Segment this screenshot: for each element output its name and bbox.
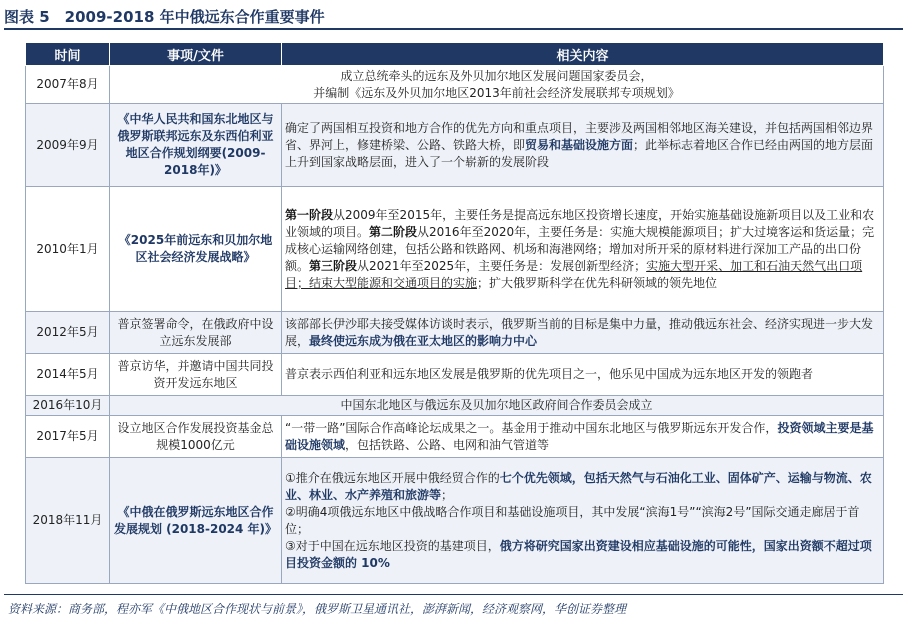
row-content xyxy=(110,66,884,104)
table-row xyxy=(26,187,884,312)
row-content: 普京表示西伯利亚和远东地区发展是俄罗斯的优先项目之一，他乐见中国成为远东地区开发的领跑者 xyxy=(282,354,884,396)
row-item: 普京访华，并邀请中国共同投资开发远东地区 xyxy=(110,354,282,396)
table-row xyxy=(26,396,884,416)
content-text: 确定了两国相互投资和地方合作的优先方向和重点项目，主要涉及两国相邻地区海关建设，并包括两国相邻边界省、界河上，修建桥梁、公路、铁路大桥，即 xyxy=(285,120,874,152)
row-item: 《2025年前远东和贝加尔地区社会经济发展战略》 xyxy=(110,187,282,312)
row-item: 普京签署命令，在俄政府中设立远东发展部 xyxy=(110,312,282,354)
row-item: 《中俄在俄罗斯远东地区合作发展规划 (2018-2024 年)》 xyxy=(110,458,282,584)
content-text: 从2009年至2015年，主要任务是提高远东地区投资增长速度，开始实施基础设施新项目以及工业和农业领域的项目。 xyxy=(285,207,875,239)
content-underlined: 实施大型开采、加工和石油天然气出口项目；结束大型能源和交通项目的实施 xyxy=(285,258,863,290)
row-content xyxy=(282,187,884,312)
header-time: 时间 xyxy=(26,43,110,66)
row-content xyxy=(282,104,884,187)
title-divider xyxy=(4,28,903,30)
stage-label: 第一阶段 xyxy=(285,207,334,222)
row-content xyxy=(282,416,884,458)
figure-title: 图表 5 2009-2018 年中俄远东合作重要事件 xyxy=(4,8,325,26)
content-line: 并编制《远东及外贝加尔地区2013年前社会经济发展联邦专项规划》 xyxy=(313,85,680,100)
content-highlight: 贸易和基础设施方面 xyxy=(525,137,634,152)
content-text: ②明确4项俄远东地区中俄战略合作项目和基础设施项目，其中发展“滨海1号”“滨海2号”国际交通走廊居于首位； xyxy=(285,504,860,536)
row-time: 2016年10月 xyxy=(26,396,110,416)
table-row xyxy=(26,416,884,458)
content-highlight: 最终使远东成为俄在亚太地区的影响力中心 xyxy=(309,333,538,348)
content-highlight: 投资领域主要是基础设施领域 xyxy=(285,420,874,452)
content-text: “一带一路”国际合作高峰论坛成果之一。基金用于推动中国东北地区与俄罗斯远东开发合作， xyxy=(285,420,778,435)
header-content: 相关内容 xyxy=(282,43,884,66)
row-content xyxy=(282,312,884,354)
content-line: 成立总统牵头的远东及外贝加尔地区发展问题国家委员会， xyxy=(340,68,653,83)
row-item: 设立地区合作发展投资基金总规模1000亿元 xyxy=(110,416,282,458)
content-text: ；扩大俄罗斯科学在优先科研领域的领先地位 xyxy=(477,275,718,290)
row-time: 2018年11月 xyxy=(26,458,110,584)
row-time: 2009年9月 xyxy=(26,104,110,187)
content-text: 从2016年至2020年，主要任务是：实施大规模能源项目；扩大过境客运和货运量；完成核心运输网络创建，包括公路和铁路网、机场和海港网络；增加对所开采的原材料进行深加工产品的出口份额。 xyxy=(285,224,875,273)
content-text: 该部部长伊沙耶夫接受媒体访谈时表示，俄罗斯当前的目标是集中力量，推动俄远东社会、经济实现进一步大发展， xyxy=(285,316,874,348)
row-content: 中国东北地区与俄远东及贝加尔地区政府间合作委员会成立 xyxy=(110,396,884,416)
row-time: 2007年8月 xyxy=(26,66,110,104)
table-row xyxy=(26,104,884,187)
table-header-row xyxy=(26,43,884,66)
content-highlight: 七个优先领域，包括天然气与石油化工业、固体矿产、运输与物流、农业、林业、水产养殖和旅游等 xyxy=(285,470,872,502)
header-item: 事项/文件 xyxy=(110,43,282,66)
content-text: ； xyxy=(441,487,454,502)
content-text: ③对于中国在远东地区投资的基建项目， xyxy=(285,538,500,553)
row-time: 2017年5月 xyxy=(26,416,110,458)
table-row xyxy=(26,312,884,354)
stage-label: 第三阶段 xyxy=(309,258,358,273)
source-divider xyxy=(4,594,903,595)
row-item: 《中华人民共和国东北地区与俄罗斯联邦远东及东西伯利亚地区合作规划纲要(2009-2018年)》 xyxy=(110,104,282,187)
content-highlight: 俄方将研究国家出资建设相应基础设施的可能性，国家出资额不超过项目投资金额的 10% xyxy=(285,538,872,570)
row-time: 2010年1月 xyxy=(26,187,110,312)
table-row xyxy=(26,458,884,584)
events-table xyxy=(25,42,884,584)
row-time: 2014年5月 xyxy=(26,354,110,396)
content-text: 从2021年至2025年，主要任务是：发展创新型经济； xyxy=(357,258,647,273)
content-text: ；此举标志着地区合作已经由两国的地方层面上升到国家战略层面，进入了一个崭新的发展阶段 xyxy=(285,137,874,169)
row-time: 2012年5月 xyxy=(26,312,110,354)
table-row xyxy=(26,354,884,396)
content-text: ①推介在俄远东地区开展中俄经贸合作的 xyxy=(285,470,500,485)
table-row xyxy=(26,66,884,104)
stage-label: 第二阶段 xyxy=(369,224,418,239)
source-note: 资料来源：商务部，程亦军《中俄地区合作现状与前景》，俄罗斯卫星通讯社，澎湃新闻，经济观察网，华创证券整理 xyxy=(8,602,627,616)
row-content xyxy=(282,458,884,584)
content-text: ，包括铁路、公路、电网和油气管道等 xyxy=(345,437,550,452)
